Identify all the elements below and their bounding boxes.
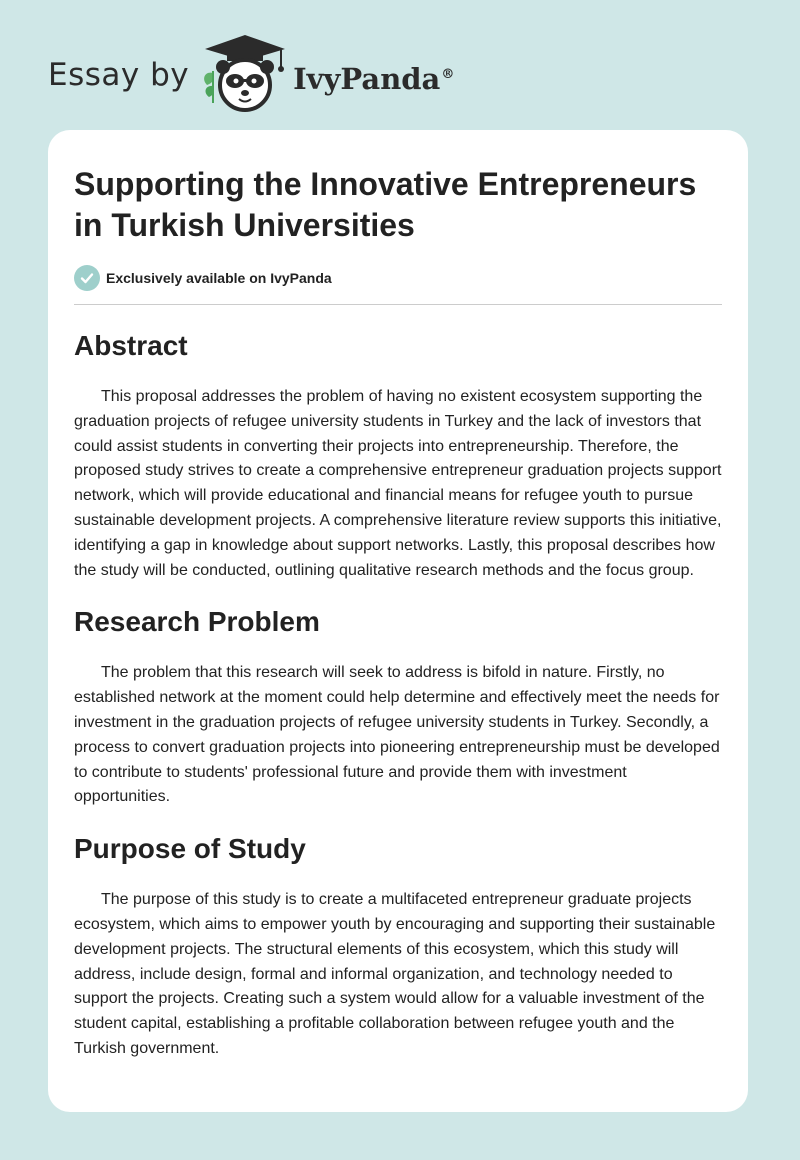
exclusive-badge xyxy=(74,264,722,292)
essay-title: Supporting the Innovative Entrepreneurs in Turkish Universities xyxy=(74,166,697,243)
section-body-abstract: This proposal addresses the problem of having no existent ecosystem supporting the graduation projects of refugee university students in Turkey and the lack of investors that could assist students in converting their projects into entrepreneurship. Therefore, the proposed study strives to create a comprehensive entrepreneur graduation projects support network, which will provide educational and financial means for refugee youth to pursue sustainable development projects. A comprehensive literature review supports this initiative, identifying a gap in knowledge about support networks. Lastly, this proposal describes how the study will be conducted, outlining qualitative research methods and the focus group. xyxy=(74,388,722,579)
section-body-purpose-of-study: The purpose of this study is to create a multifaceted entrepreneur graduate projects ecosystem, which aims to empower youth by encouraging and supporting their sustainable development projects. The structural elements of this ecosystem, which this study will address, include design, formal and informal organization, and technology needed to support the projects. Creating such a system would allow for a valuable investment of the student capital, establishing a profitable collaboration between refugee youth and the Turkish government. xyxy=(74,891,716,1057)
site-header xyxy=(48,30,454,120)
essay-by-label: Essay by xyxy=(48,57,190,93)
brand-name-text: IvyPanda xyxy=(293,62,441,96)
exclusive-badge-text: Exclusively available on IvyPanda xyxy=(106,270,332,286)
brand-name xyxy=(293,62,454,96)
title-divider xyxy=(74,304,722,305)
section-heading-purpose-of-study: Purpose of Study xyxy=(74,833,306,865)
section-heading-abstract: Abstract xyxy=(74,330,188,361)
essay-card xyxy=(48,130,748,1112)
check-mark-glyph xyxy=(80,271,94,285)
ivypanda-logo-link[interactable] xyxy=(199,33,454,117)
registered-mark: ® xyxy=(441,67,455,83)
check-icon xyxy=(74,265,100,291)
section-body-research-problem: The problem that this research will seek to address is bifold in nature. Firstly, no established network at the moment could help determine and effectively meet the needs for investment in the graduation projects of refugee university students in Turkey. Secondly, a process to convert graduation projects into pioneering entrepreneurship must be developed to contribute to students' professional future and provide them with investment opportunities. xyxy=(74,664,720,806)
section-heading-research-problem: Research Problem xyxy=(74,606,320,638)
panda-graduate-icon xyxy=(199,33,291,117)
